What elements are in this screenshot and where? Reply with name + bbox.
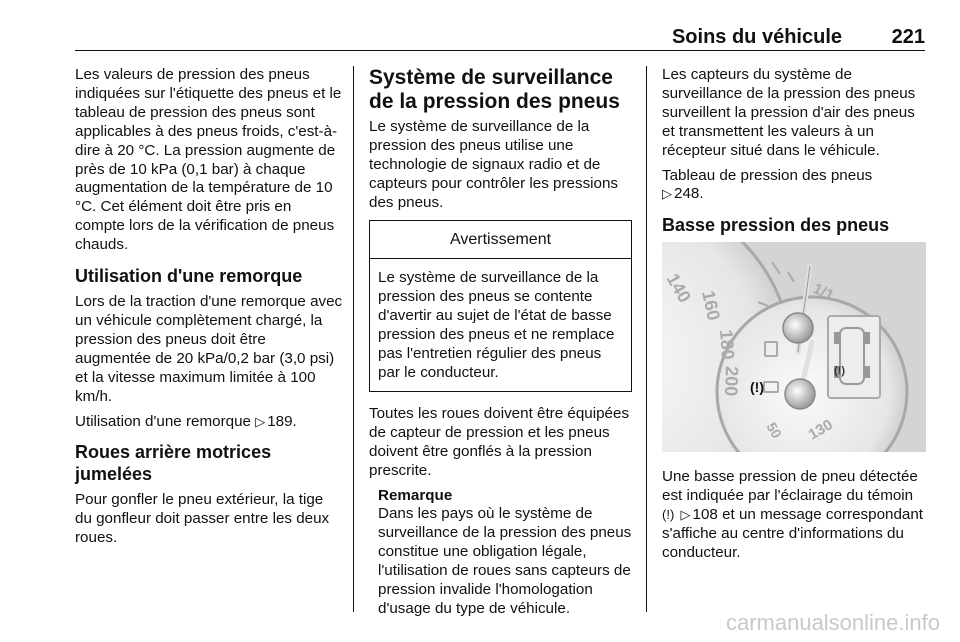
trailer-reference-text: Utilisation d'une remorque <box>75 412 256 430</box>
column-right <box>662 66 927 569</box>
page-reference-icon: ▷ <box>662 186 672 202</box>
temp-tick-50: 50 <box>763 419 786 442</box>
note-block <box>369 487 632 619</box>
page-number: 221 <box>891 26 925 48</box>
tpms-warning-light-icon: (!) <box>750 379 764 396</box>
trailer-reference-page[interactable]: 189. <box>267 412 297 430</box>
speed-tick-140: 140 <box>662 270 695 307</box>
column-left <box>75 66 343 554</box>
pressure-table-reference <box>662 167 927 205</box>
warning-body: Le système de surveillance de la pression des pneus se contente d'avertir au sujet de l'état de basse pression des pneus et ne remplace pas l'entretien régulier des pneus par le conducteur. <box>378 269 615 381</box>
heading-tpms: Système de surveillance de la pression des pneus <box>369 66 620 113</box>
pressure-table-text: Tableau de pression des pneus <box>662 166 873 184</box>
trailer-paragraph: Lors de la traction d'une remorque avec un véhicule complètement chargé, la pression des pneus doit être augmentée de 20 kPa/0,2 bar (3,0 psi) et la vitesse maximum limitée à 100 km/h. <box>75 293 343 405</box>
sensors-paragraph: Les capteurs du système de surveillance de la pression des pneus surveillent la pression d'air des pneus et transmettent les valeurs à un récepteur situé dans le véhicule. <box>662 66 916 159</box>
heading-dual-wheels: Roues arrière motrices jumelées <box>75 442 272 485</box>
upper-needle-hub <box>783 313 813 343</box>
column-divider-left <box>353 66 354 612</box>
low-pressure-page[interactable]: 108 <box>692 506 718 524</box>
warning-title: Avertissement <box>370 221 631 260</box>
note-body: Dans les pays où le système de surveillance de la pression des pneus constitue une obligation légale, l'utilisation de roues sans capteurs de pression invalide l'homologation d'usage du type de véhicule. <box>378 505 632 617</box>
watermark: carmanualsonline.info <box>725 610 940 635</box>
low-pressure-text-b: et un message correspondant s'affiche au centre d'informations du conducteur. <box>662 506 924 561</box>
note-title: Remarque <box>378 486 453 504</box>
warning-box <box>369 220 632 392</box>
section-title: Soins du véhicule <box>671 26 842 48</box>
sensor-requirement-paragraph: Toutes les roues doivent être équipées de capteur de pression et les pneus doivent être gonflés à la pression prescrite. <box>369 404 630 479</box>
tpms-display-icon: (!) <box>834 365 845 378</box>
lower-needle-hub <box>785 379 815 409</box>
dual-wheels-paragraph: Pour gonfler le pneu extérieur, la tige du gonfleur doit passer entre les deux roues. <box>75 491 330 547</box>
speed-tick-200: 200 <box>720 366 742 397</box>
header-rule <box>75 50 925 51</box>
temp-tick-130: 130 <box>805 416 836 444</box>
speed-tick-180: 180 <box>716 329 739 361</box>
page-reference-icon: ▷ <box>255 413 266 429</box>
cold-tire-paragraph: Les valeurs de pression des pneus indiquées sur l'étiquette des pneus et le tableau de pression des pneus sont applicables à des pneus froids, c'est-à-dire à 20 °C. La pression augmente de près de 10 kPa (0,1 bar) à chaque augmentation de la température de 10 °C. Cet élément doit être pris en compte lors de la vérification de pneus chauds. <box>75 66 342 254</box>
fuel-tick-full: 1/1 <box>810 280 837 305</box>
tpms-warning-inline-icon: (!) <box>662 507 675 523</box>
tpms-intro-paragraph: Le système de surveillance de la pression des pneus utilise une technologie de signaux radio et de capteurs pour contrôler les pressions des pneus. <box>369 118 619 211</box>
page-reference-icon: ▷ <box>680 507 691 523</box>
column-middle <box>369 66 632 619</box>
speed-tick-160: 160 <box>698 289 724 323</box>
column-divider-right <box>646 66 647 612</box>
trailer-reference <box>75 413 343 432</box>
low-pressure-paragraph <box>662 468 927 563</box>
low-pressure-text-a: Une basse pression de pneu détectée est indiquée par l'éclairage du témoin <box>662 468 918 505</box>
pressure-table-page[interactable]: 248. <box>674 185 704 203</box>
instrument-cluster-illustration <box>662 242 926 452</box>
heading-low-pressure: Basse pression des pneus <box>662 215 890 236</box>
page-header <box>75 26 925 50</box>
heading-trailer: Utilisation d'une remorque <box>75 266 303 287</box>
tpms-display <box>828 316 880 398</box>
